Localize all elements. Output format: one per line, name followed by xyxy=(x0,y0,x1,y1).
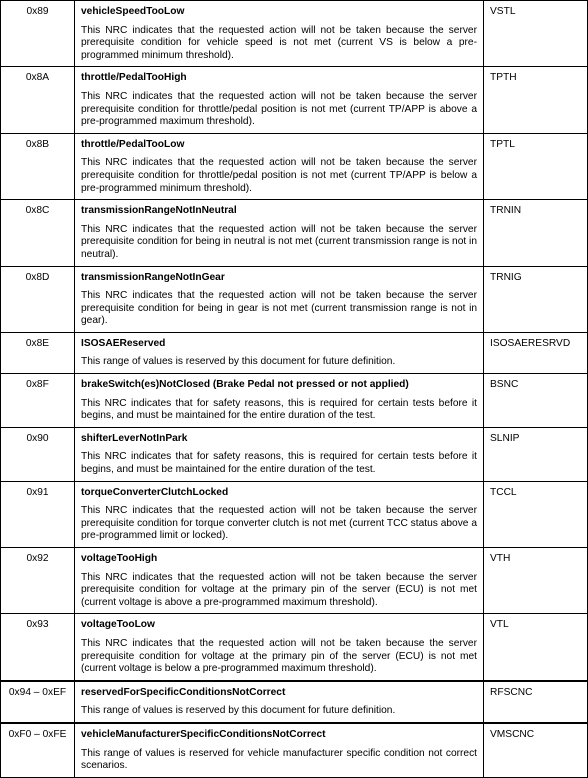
nrc-name: shifterLeverNotInPark xyxy=(81,432,188,444)
nrc-value: 0x90 xyxy=(1,427,75,481)
nrc-description: This NRC indicates that the requested action will not be taken because the server prerequisite condition for voltage at the primary pin of the server (ECU) is not met (current voltage is above a pre-programmed maximum threshold). xyxy=(81,571,477,608)
nrc-description: This NRC indicates that the requested action will not be taken because the server prerequisite condition for torque converter clutch is not met (current TCC status above a pre-programmed limit or locked). xyxy=(81,505,477,542)
nrc-name: voltageTooHigh xyxy=(81,553,158,564)
nrc-description: This range of values is reserved by this document for future definition. xyxy=(81,705,396,717)
nrc-name: throttle/PedalTooHigh xyxy=(81,72,187,84)
nrc-description: This NRC indicates that the requested action will not be taken because the server prerequisite condition for throttle/pedal position is not met (current TP/APP is below a pre-programmed minimum threshold). xyxy=(81,157,477,194)
nrc-description: This NRC indicates that the requested action will not be taken because the server prerequisite condition for voltage at the primary pin of the server (ECU) is not met (current voltage is below a pre-programmed maximum threshold). xyxy=(81,637,477,675)
nrc-value: 0x93 xyxy=(1,614,75,681)
nrc-mnemonic: TRNIN xyxy=(484,200,588,266)
nrc-mnemonic: VTH xyxy=(484,548,588,614)
table-row xyxy=(1,723,588,777)
nrc-cell xyxy=(75,681,484,723)
nrc-description: This NRC indicates that the requested action will not be taken because the server prerequisite condition for throttle/pedal position is not met (current TP/APP is above a pre-programmed maximum threshold). xyxy=(81,90,477,128)
nrc-cell xyxy=(75,481,484,547)
nrc-cell xyxy=(75,332,484,373)
nrc-value: 0x89 xyxy=(1,1,75,67)
nrc-value: 0x94 – 0xEF xyxy=(1,681,75,723)
nrc-cell xyxy=(75,133,484,199)
nrc-mnemonic: TCCL xyxy=(484,481,588,547)
nrc-name: vehicleManufacturerSpecificConditionsNotCorrect xyxy=(81,728,326,740)
nrc-description: This NRC indicates that for safety reasons, this is required for certain tests before it begins, and must be maintained for the entire duration of the test. xyxy=(81,397,477,422)
nrc-value: 0xF0 – 0xFE xyxy=(1,723,75,777)
nrc-description: This range of values is reserved for vehicle manufacturer specific condition not correct scenarios. xyxy=(81,747,477,772)
table-row xyxy=(1,681,588,723)
nrc-cell xyxy=(75,67,484,133)
nrc-name: ISOSAEReserved xyxy=(81,337,166,349)
table-row xyxy=(1,67,588,133)
nrc-value: 0x8C xyxy=(1,200,75,266)
table-row xyxy=(1,614,588,681)
nrc-value: 0x8E xyxy=(1,332,75,373)
nrc-description: This NRC indicates that for safety reasons, this is required for certain tests before it begins, and must be maintained for the entire duration of the test. xyxy=(81,451,477,476)
nrc-description: This NRC indicates that the requested action will not be taken because the server prerequisite condition for being in gear is not met (current transmission range is not in gear). xyxy=(81,290,477,327)
nrc-cell xyxy=(75,266,484,332)
table-row xyxy=(1,133,588,199)
nrc-cell xyxy=(75,614,484,681)
nrc-description: This NRC indicates that the requested action will not be taken because the server prerequisite condition for vehicle speed is not met (current VS is below a pre-programmed minimum threshold). xyxy=(81,24,477,61)
nrc-name: vehicleSpeedTooLow xyxy=(81,6,185,17)
nrc-value: 0x91 xyxy=(1,481,75,547)
nrc-value: 0x8D xyxy=(1,266,75,332)
table-row xyxy=(1,1,588,67)
nrc-name: transmissionRangeNotInNeutral xyxy=(81,205,237,217)
nrc-name: voltageTooLow xyxy=(81,619,155,631)
table-row xyxy=(1,427,588,481)
table-row xyxy=(1,200,588,266)
nrc-mnemonic: ISOSAERESRVD xyxy=(484,332,588,373)
nrc-description: This range of values is reserved by this document for future definition. xyxy=(81,356,396,368)
nrc-mnemonic: TPTL xyxy=(484,133,588,199)
nrc-cell xyxy=(75,374,484,428)
table-row xyxy=(1,266,588,332)
nrc-cell xyxy=(75,427,484,481)
nrc-mnemonic: VSTL xyxy=(484,1,588,67)
nrc-cell xyxy=(75,548,484,614)
nrc-value: 0x8A xyxy=(1,67,75,133)
table-row xyxy=(1,548,588,614)
nrc-cell xyxy=(75,723,484,777)
nrc-name: transmissionRangeNotInGear xyxy=(81,271,225,283)
table-row xyxy=(1,332,588,373)
nrc-name: reservedForSpecificConditionsNotCorrect xyxy=(81,686,286,698)
nrc-name: throttle/PedalTooLow xyxy=(81,138,185,150)
nrc-mnemonic: BSNC xyxy=(484,374,588,428)
nrc-mnemonic: RFSCNC xyxy=(484,681,588,723)
nrc-mnemonic: VMSCNC xyxy=(484,723,588,777)
table-row xyxy=(1,481,588,547)
nrc-value: 0x8B xyxy=(1,133,75,199)
table-row xyxy=(1,374,588,428)
nrc-value: 0x8F xyxy=(1,374,75,428)
nrc-description: This NRC indicates that the requested action will not be taken because the server prerequisite condition for being in neutral is not met (current transmission range is not in neutral). xyxy=(81,223,477,260)
nrc-mnemonic: SLNIP xyxy=(484,427,588,481)
nrc-cell xyxy=(75,200,484,266)
nrc-name: brakeSwitch(es)NotClosed (Brake Pedal not pressed or not applied) xyxy=(81,379,409,391)
nrc-value: 0x92 xyxy=(1,548,75,614)
nrc-mnemonic: TPTH xyxy=(484,67,588,133)
nrc-mnemonic: TRNIG xyxy=(484,266,588,332)
nrc-mnemonic: VTL xyxy=(484,614,588,681)
nrc-name: torqueConverterClutchLocked xyxy=(81,486,229,498)
nrc-cell xyxy=(75,1,484,67)
